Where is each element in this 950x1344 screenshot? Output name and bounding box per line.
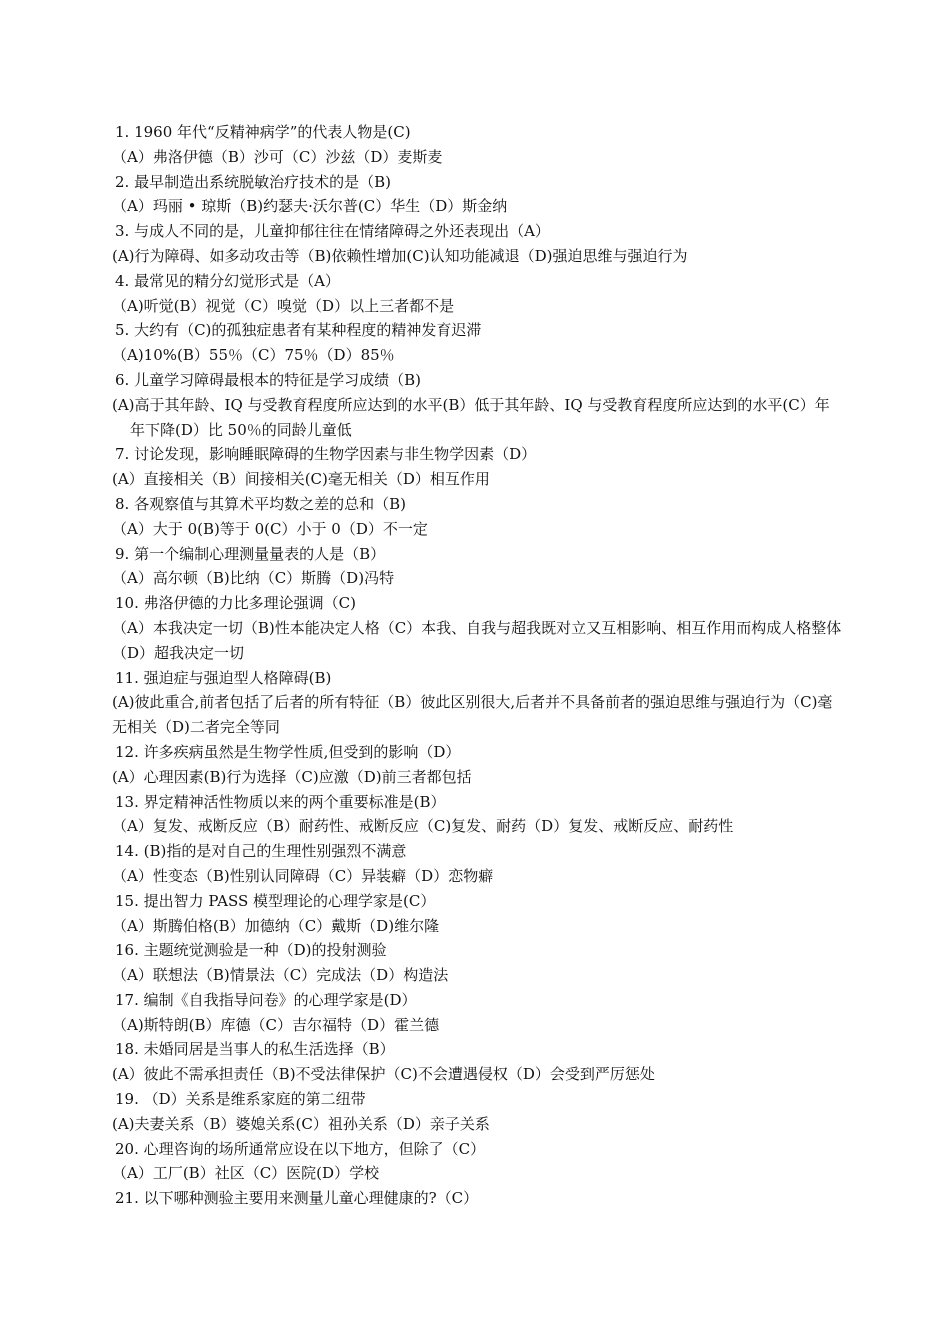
options-7: (A）直接相关（B）间接相关(C)毫无相关（D）相互作用 xyxy=(112,470,490,489)
question-20: 20. 心理咨询的场所通常应设在以下地方，但除了（C） xyxy=(115,1139,486,1158)
options-20: （A）工厂(B）社区（C）医院(D）学校 xyxy=(112,1164,380,1183)
question-list xyxy=(112,120,842,1211)
question-14: 14. (B)指的是对自己的生理性别强烈不满意 xyxy=(115,842,407,861)
question-8: 8. 各观察值与其算术平均数之差的总和（B) xyxy=(115,494,406,513)
options-15: （A）斯腾伯格(B）加德纳（C）戴斯（D)维尔隆 xyxy=(112,916,440,935)
question-21: 21. 以下哪种测验主要用来测量儿童心理健康的?（C） xyxy=(115,1189,479,1208)
options-10: （A）本我决定一切（B)性本能决定人格（C）本我、自我与超我既对立又互相影响、相互作用而构成人格整体（D）超我决定一切 xyxy=(112,618,842,662)
question-19: 19. （D）关系是维系家庭的第二纽带 xyxy=(115,1090,366,1109)
options-18: (A）彼此不需承担责任（B)不受法律保护（C)不会遭遇侵权（D）会受到严厉惩处 xyxy=(112,1065,655,1084)
question-5: 5. 大约有（C)的孤独症患者有某种程度的精神发育迟滞 xyxy=(115,321,482,340)
options-3: (A)行为障碍、如多动攻击等（B)依赖性增加(C)认知功能减退（D)强迫思维与强迫行为 xyxy=(112,246,688,265)
options-6: (A)高于其年龄、IQ 与受教育程度所应达到的水平(B）低于其年龄、IQ 与受教育程度所应达到的水平(C）年年下降(D）比 50％的同龄儿童低 xyxy=(112,395,830,439)
options-9: （A）高尔顿（B)比纳（C）斯腾（D)冯特 xyxy=(112,569,395,588)
question-6: 6. 儿童学习障碍最根本的特征是学习成绩（B) xyxy=(115,370,421,389)
question-16: 16. 主题统觉测验是一种（D)的投射测验 xyxy=(115,941,387,960)
options-5: （A)10%(B）55％（C）75％（D）85％ xyxy=(112,346,395,365)
question-9: 9. 第一个编制心理测量量表的人是（B） xyxy=(115,544,386,563)
question-4: 4. 最常见的精分幻觉形式是（A） xyxy=(115,271,340,290)
options-2: （A）玛丽 • 琼斯（B)约瑟夫·沃尔普(C）华生（D）斯金纳 xyxy=(112,197,508,216)
question-7: 7. 讨论发现，影响睡眠障碍的生物学因素与非生物学因素（D） xyxy=(115,445,537,464)
question-11: 11. 强迫症与强迫型人格障碍(B) xyxy=(115,668,332,687)
question-3: 3. 与成人不同的是，儿童抑郁往往在情绪障碍之外还表现出（A） xyxy=(115,222,550,241)
question-1: 1. 1960 年代“反精神病学”的代表人物是(C) xyxy=(115,123,411,141)
options-8: （A）大于 0(B)等于 0(C）小于 0（D）不一定 xyxy=(112,519,428,538)
question-10: 10. 弗洛伊德的力比多理论强调（C) xyxy=(115,594,356,613)
options-13: （A）复发、戒断反应（B）耐药性、戒断反应（C)复发、耐药（D）复发、戒断反应、耐药性 xyxy=(112,817,734,836)
question-13: 13. 界定精神活性物质以来的两个重要标准是(B） xyxy=(115,792,446,811)
options-17: （A)斯特朗(B）库德（C）吉尔福特（D）霍兰德 xyxy=(112,1015,440,1034)
options-19: (A)夫妻关系（B）婆媳关系(C）祖孙关系（D）亲子关系 xyxy=(112,1114,490,1133)
options-14: （A）性变态（B)性别认同障碍（C）异装癖（D）恋物癖 xyxy=(112,866,494,885)
options-11: (A)彼此重合,前者包括了后者的所有特征（B）彼此区别很大,后者并不具备前者的强迫思维与强迫行为（C)毫无相关（D)二者完全等同 xyxy=(112,693,833,737)
question-18: 18. 未婚同居是当事人的私生活选择（B） xyxy=(115,1040,395,1059)
question-2: 2. 最早制造出系统脱敏治疗技术的是（B) xyxy=(115,172,391,191)
question-15: 15. 提出智力 PASS 模型理论的心理学家是(C） xyxy=(115,891,436,910)
options-1: （A）弗洛伊德（B）沙可（C）沙兹（D）麦斯麦 xyxy=(112,147,443,166)
question-12: 12. 许多疾病虽然是生物学性质,但受到的影响（D） xyxy=(115,742,461,761)
options-16: （A）联想法（B)情景法（C）完成法（D）构造法 xyxy=(112,966,449,985)
question-17: 17. 编制《自我指导问卷》的心理学家是(D） xyxy=(115,990,417,1009)
options-4: （A)听觉(B）视觉（C）嗅觉（D）以上三者都不是 xyxy=(112,296,455,315)
options-12: (A）心理因素(B)行为选择（C)应激（D)前三者都包括 xyxy=(112,767,472,786)
